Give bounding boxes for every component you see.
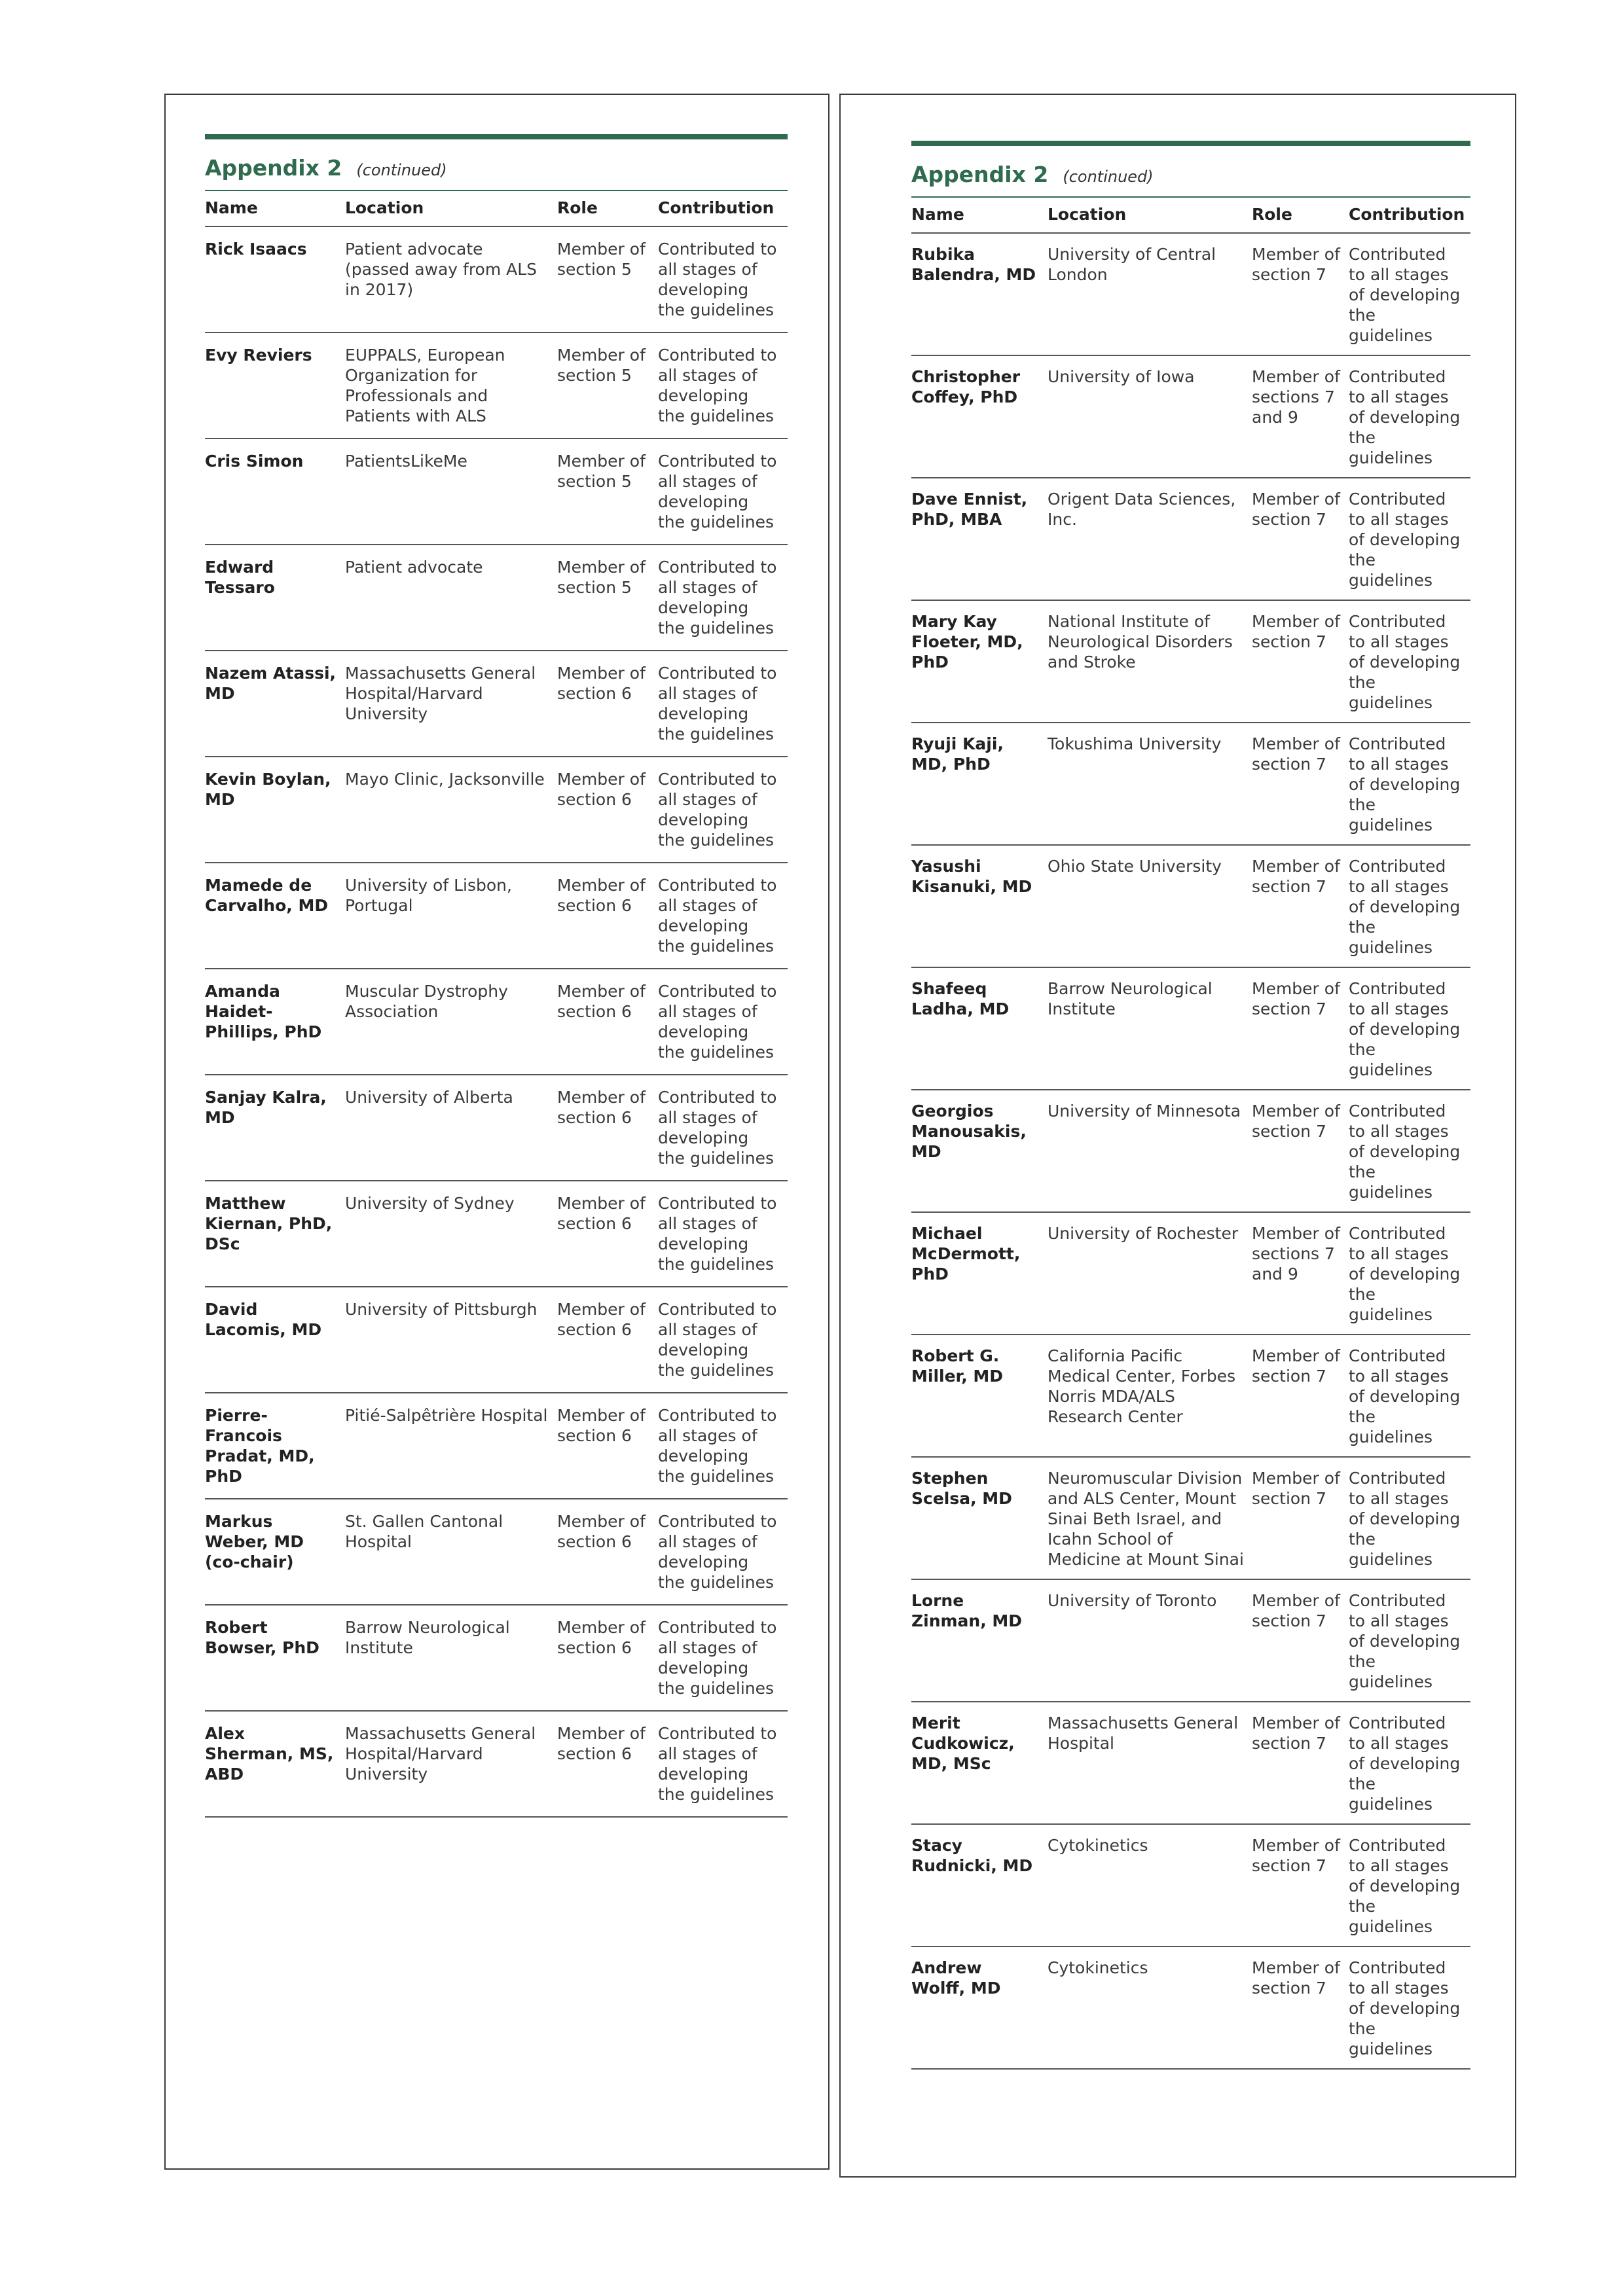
member-location: Muscular Dystrophy Association <box>345 969 557 1075</box>
table-row <box>205 439 788 545</box>
member-name: Stephen Scelsa, MD <box>911 1457 1048 1579</box>
table-row <box>205 1711 788 1817</box>
member-name: Yasushi Kisanuki, MD <box>911 845 1048 967</box>
table-row <box>205 545 788 651</box>
member-contribution: Contributed to all stages of developing the guidelines <box>658 1075 788 1181</box>
member-role: Member of section 6 <box>557 1287 658 1393</box>
member-contribution: Contributed to all stages of developing the guidelines <box>658 332 788 439</box>
member-contribution: Contributed to all stages of developing the guidelines <box>1349 1579 1470 1702</box>
appendix-continued: (continued) <box>356 161 447 179</box>
member-name: Evy Reviers <box>205 332 345 439</box>
member-name: Nazem Atassi, MD <box>205 651 345 757</box>
member-contribution: Contributed to all stages of developing the guidelines <box>658 439 788 545</box>
member-role: Member of section 6 <box>557 757 658 863</box>
member-location: Neuromuscular Division and ALS Center, Mount Sinai Beth Israel, and Icahn School of Medicine at Mount Sinai <box>1048 1457 1252 1579</box>
member-role: Member of section 6 <box>557 1499 658 1605</box>
table-row <box>911 1090 1470 1212</box>
table-row <box>911 1457 1470 1579</box>
member-contribution: Contributed to all stages of developing the guidelines <box>1349 233 1470 355</box>
member-location: University of Pittsburgh <box>345 1287 557 1393</box>
member-location: St. Gallen Cantonal Hospital <box>345 1499 557 1605</box>
member-contribution: Contributed to all stages of developing the guidelines <box>658 545 788 651</box>
member-contribution: Contributed to all stages of developing the guidelines <box>1349 478 1470 600</box>
member-location: University of Lisbon, Portugal <box>345 863 557 969</box>
member-name: Kevin Boylan, MD <box>205 757 345 863</box>
member-location: Massachusetts General Hospital <box>1048 1702 1252 1824</box>
table-row <box>911 967 1470 1090</box>
table-row <box>205 969 788 1075</box>
member-location: California Pacific Medical Center, Forbes Norris MDA/ALS Research Center <box>1048 1335 1252 1457</box>
member-contribution: Contributed to all stages of developing the guidelines <box>1349 1824 1470 1946</box>
member-location: University of Sydney <box>345 1181 557 1287</box>
header-name: Name <box>911 198 1048 233</box>
member-location: EUPPALS, European Organization for Professionals and Patients with ALS <box>345 332 557 439</box>
member-contribution: Contributed to all stages of developing the guidelines <box>1349 845 1470 967</box>
member-role: Member of section 7 <box>1252 478 1349 600</box>
member-contribution: Contributed to all stages of developing the guidelines <box>1349 1946 1470 2069</box>
member-contribution: Contributed to all stages of developing the guidelines <box>658 651 788 757</box>
member-name: Rick Isaacs <box>205 226 345 332</box>
header-row <box>205 191 788 226</box>
title-rule <box>911 141 1470 146</box>
table-row <box>911 1946 1470 2069</box>
member-role: Member of section 7 <box>1252 723 1349 845</box>
left-page <box>164 94 830 2170</box>
table-row <box>205 863 788 969</box>
member-location: Massachusetts General Hospital/Harvard University <box>345 651 557 757</box>
member-name: Pierre-Francois Pradat, MD, PhD <box>205 1393 345 1499</box>
member-location: University of Toronto <box>1048 1579 1252 1702</box>
member-name: Andrew Wolff, MD <box>911 1946 1048 2069</box>
roster-table <box>911 198 1470 2070</box>
member-contribution: Contributed to all stages of developing the guidelines <box>1349 1457 1470 1579</box>
table-row <box>911 1702 1470 1824</box>
member-location: University of Rochester <box>1048 1212 1252 1335</box>
member-role: Member of section 6 <box>557 651 658 757</box>
member-location: University of Alberta <box>345 1075 557 1181</box>
member-role: Member of section 6 <box>557 1605 658 1711</box>
roster-body <box>205 226 788 1817</box>
member-role: Member of section 7 <box>1252 1946 1349 2069</box>
table-row <box>911 600 1470 723</box>
appendix-title: Appendix 2 <box>911 162 1049 187</box>
member-name: Georgios Manousakis, MD <box>911 1090 1048 1212</box>
member-contribution: Contributed to all stages of developing the guidelines <box>658 1605 788 1711</box>
member-location: Cytokinetics <box>1048 1946 1252 2069</box>
table-row <box>911 478 1470 600</box>
member-name: Michael McDermott, PhD <box>911 1212 1048 1335</box>
appendix-panel-right <box>911 141 1470 2070</box>
member-name: Ryuji Kaji, MD, PhD <box>911 723 1048 845</box>
table-row <box>205 1499 788 1605</box>
table-row <box>911 1212 1470 1335</box>
member-name: Merit Cudkowicz, MD, MSc <box>911 1702 1048 1824</box>
member-name: Robert Bowser, PhD <box>205 1605 345 1711</box>
member-location: Patient advocate (passed away from ALS in 2017) <box>345 226 557 332</box>
member-location: Origent Data Sciences, Inc. <box>1048 478 1252 600</box>
member-contribution: Contributed to all stages of developing the guidelines <box>658 226 788 332</box>
member-role: Member of section 7 <box>1252 1335 1349 1457</box>
member-location: University of Iowa <box>1048 355 1252 478</box>
appendix-heading <box>911 146 1470 198</box>
member-name: Dave Ennist, PhD, MBA <box>911 478 1048 600</box>
member-location: Massachusetts General Hospital/Harvard University <box>345 1711 557 1817</box>
table-row <box>911 1824 1470 1946</box>
appendix-panel-left <box>205 134 788 1818</box>
member-location: Barrow Neurological Institute <box>345 1605 557 1711</box>
table-row <box>205 1075 788 1181</box>
member-name: Sanjay Kalra, MD <box>205 1075 345 1181</box>
roster-body <box>911 233 1470 2069</box>
member-role: Member of section 5 <box>557 439 658 545</box>
member-role: Member of section 5 <box>557 545 658 651</box>
table-row <box>205 332 788 439</box>
member-name: Stacy Rudnicki, MD <box>911 1824 1048 1946</box>
member-role: Member of section 5 <box>557 226 658 332</box>
member-role: Member of sections 7 and 9 <box>1252 1212 1349 1335</box>
member-role: Member of sections 7 and 9 <box>1252 355 1349 478</box>
appendix-title: Appendix 2 <box>205 155 342 181</box>
member-name: Amanda Haidet-Phillips, PhD <box>205 969 345 1075</box>
member-location: National Institute of Neurological Disorders and Stroke <box>1048 600 1252 723</box>
member-contribution: Contributed to all stages of developing the guidelines <box>658 863 788 969</box>
header-name: Name <box>205 191 345 226</box>
member-location: University of Central London <box>1048 233 1252 355</box>
member-contribution: Contributed to all stages of developing the guidelines <box>1349 1702 1470 1824</box>
member-location: PatientsLikeMe <box>345 439 557 545</box>
member-location: Ohio State University <box>1048 845 1252 967</box>
table-row <box>911 233 1470 355</box>
table-row <box>205 651 788 757</box>
table-row <box>911 723 1470 845</box>
table-row <box>205 1393 788 1499</box>
member-contribution: Contributed to all stages of developing the guidelines <box>1349 355 1470 478</box>
member-contribution: Contributed to all stages of developing the guidelines <box>658 1393 788 1499</box>
member-name: Lorne Zinman, MD <box>911 1579 1048 1702</box>
member-location: University of Minnesota <box>1048 1090 1252 1212</box>
header-contribution: Contribution <box>658 191 788 226</box>
member-contribution: Contributed to all stages of developing the guidelines <box>658 969 788 1075</box>
member-name: Markus Weber, MD (co-chair) <box>205 1499 345 1605</box>
member-name: Robert G. Miller, MD <box>911 1335 1048 1457</box>
header-location: Location <box>345 191 557 226</box>
member-role: Member of section 6 <box>557 1711 658 1817</box>
member-name: Edward Tessaro <box>205 545 345 651</box>
member-role: Member of section 7 <box>1252 1457 1349 1579</box>
member-name: Cris Simon <box>205 439 345 545</box>
table-row <box>205 1181 788 1287</box>
member-contribution: Contributed to all stages of developing the guidelines <box>1349 600 1470 723</box>
header-location: Location <box>1048 198 1252 233</box>
roster-table <box>205 191 788 1818</box>
member-name: Rubika Balendra, MD <box>911 233 1048 355</box>
member-contribution: Contributed to all stages of developing the guidelines <box>1349 967 1470 1090</box>
member-role: Member of section 6 <box>557 1075 658 1181</box>
member-name: Alex Sherman, MS, ABD <box>205 1711 345 1817</box>
appendix-heading <box>205 139 788 191</box>
table-row <box>205 757 788 863</box>
member-role: Member of section 7 <box>1252 967 1349 1090</box>
member-role: Member of section 7 <box>1252 1702 1349 1824</box>
member-role: Member of section 6 <box>557 1393 658 1499</box>
appendix-continued: (continued) <box>1063 168 1154 186</box>
table-row <box>911 1335 1470 1457</box>
member-contribution: Contributed to all stages of developing the guidelines <box>1349 1212 1470 1335</box>
member-contribution: Contributed to all stages of developing the guidelines <box>658 757 788 863</box>
member-name: Shafeeq Ladha, MD <box>911 967 1048 1090</box>
member-location: Mayo Clinic, Jacksonville <box>345 757 557 863</box>
table-row <box>911 1579 1470 1702</box>
table-row <box>205 1287 788 1393</box>
table-row <box>911 845 1470 967</box>
member-role: Member of section 5 <box>557 332 658 439</box>
member-location: Cytokinetics <box>1048 1824 1252 1946</box>
member-contribution: Contributed to all stages of developing the guidelines <box>658 1711 788 1817</box>
member-contribution: Contributed to all stages of developing the guidelines <box>658 1287 788 1393</box>
member-name: David Lacomis, MD <box>205 1287 345 1393</box>
header-role: Role <box>557 191 658 226</box>
header-contribution: Contribution <box>1349 198 1470 233</box>
header-role: Role <box>1252 198 1349 233</box>
right-page <box>839 94 1516 2178</box>
table-row <box>205 226 788 332</box>
member-location: Tokushima University <box>1048 723 1252 845</box>
member-role: Member of section 7 <box>1252 600 1349 723</box>
member-contribution: Contributed to all stages of developing the guidelines <box>658 1499 788 1605</box>
member-role: Member of section 6 <box>557 969 658 1075</box>
member-role: Member of section 7 <box>1252 845 1349 967</box>
member-name: Mary Kay Floeter, MD, PhD <box>911 600 1048 723</box>
member-contribution: Contributed to all stages of developing the guidelines <box>1349 723 1470 845</box>
member-name: Matthew Kiernan, PhD, DSc <box>205 1181 345 1287</box>
member-location: Barrow Neurological Institute <box>1048 967 1252 1090</box>
member-contribution: Contributed to all stages of developing the guidelines <box>1349 1335 1470 1457</box>
member-role: Member of section 7 <box>1252 1824 1349 1946</box>
member-role: Member of section 6 <box>557 1181 658 1287</box>
member-contribution: Contributed to all stages of developing the guidelines <box>1349 1090 1470 1212</box>
title-rule <box>205 134 788 139</box>
table-row <box>911 355 1470 478</box>
table-row <box>205 1605 788 1711</box>
member-role: Member of section 7 <box>1252 1579 1349 1702</box>
member-location: Pitié-Salpêtrière Hospital <box>345 1393 557 1499</box>
member-contribution: Contributed to all stages of developing the guidelines <box>658 1181 788 1287</box>
member-role: Member of section 7 <box>1252 233 1349 355</box>
member-name: Mamede de Carvalho, MD <box>205 863 345 969</box>
member-role: Member of section 7 <box>1252 1090 1349 1212</box>
header-row <box>911 198 1470 233</box>
member-name: Christopher Coffey, PhD <box>911 355 1048 478</box>
member-role: Member of section 6 <box>557 863 658 969</box>
member-location: Patient advocate <box>345 545 557 651</box>
